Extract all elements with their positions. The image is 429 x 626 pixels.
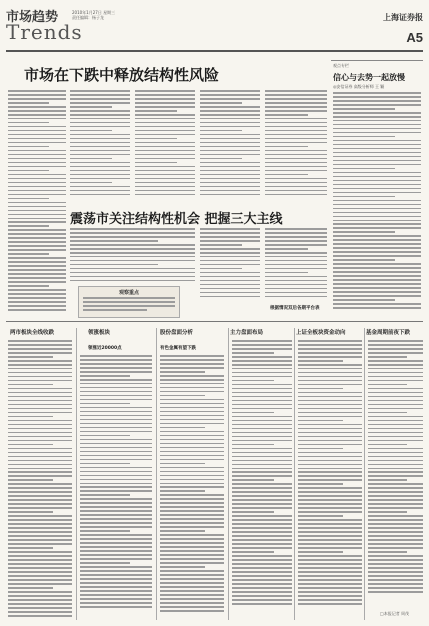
- column-divider: [76, 328, 77, 620]
- section-name: 市场趋势: [6, 9, 59, 24]
- bottom-article-title-1: 两市板块全线收跌: [10, 330, 55, 336]
- dateline-date: 2010年1月27日 星期三: [72, 10, 116, 15]
- bottom-column-5: [298, 340, 362, 618]
- bottom-column-1: [8, 340, 72, 618]
- column-divider: [294, 328, 295, 620]
- article2-column-1: [200, 228, 260, 300]
- right-column-byline: ◎安信证券 高级分析师 王 颖: [333, 84, 385, 89]
- bottom-column-3: [160, 355, 224, 618]
- section-name-english: Trends: [6, 20, 83, 44]
- quote-box: [78, 286, 180, 318]
- main-headline: 市场在下跌中释放结构性风险: [24, 66, 220, 84]
- right-column-title: 信心与去势一起放慢: [333, 73, 405, 82]
- column-divider: [228, 328, 229, 620]
- column-divider: [156, 328, 157, 620]
- bottom-article-title-3: 股份盘面分析: [160, 330, 194, 336]
- section-rule: [6, 321, 423, 322]
- footer-credit: □本报记者 周茂: [380, 611, 410, 616]
- article-column-2: [70, 90, 130, 200]
- article-column-4: [200, 90, 260, 200]
- bottom-subtitle-2: 有色金属有望下跌: [160, 346, 196, 351]
- bottom-article-title-5: 上证全板块资金动向: [296, 330, 346, 336]
- bottom-article-title-4: 主力盘面布局: [230, 330, 264, 336]
- bottom-subtitle-1: 领涨近20000点: [88, 346, 122, 351]
- article-column-3: [135, 90, 195, 200]
- right-column-text: [333, 92, 421, 315]
- right-column-label: 观点专栏: [333, 63, 349, 68]
- bottom-column-6: [368, 340, 423, 608]
- bottom-column-2: [80, 355, 152, 618]
- article-column-5: [265, 90, 327, 200]
- column-divider: [364, 328, 365, 620]
- page-header: [6, 6, 423, 50]
- article2-column-2: [265, 228, 327, 300]
- article-column-1: [8, 90, 66, 315]
- quote-box-title: 观察重点: [118, 290, 139, 296]
- page-number: A5: [406, 30, 423, 45]
- dateline-editor: 责任编辑：杨子龙: [72, 15, 104, 20]
- bottom-column-4: [232, 340, 292, 618]
- bottom-article-title-2: 领涨板块: [88, 330, 111, 336]
- header-rule: [6, 50, 423, 52]
- bottom-article-title-6: 基金周期前夜下跌: [366, 330, 411, 336]
- second-headline: 震荡市关注结构性机会 把握三大主线: [70, 212, 283, 227]
- dateline: [72, 10, 115, 20]
- table-title: 根据情况双后各期平台表: [270, 306, 320, 311]
- quote-box-text: [83, 297, 175, 315]
- newspaper-brand: 上海证券报: [383, 13, 423, 22]
- article2-lead: [70, 228, 195, 283]
